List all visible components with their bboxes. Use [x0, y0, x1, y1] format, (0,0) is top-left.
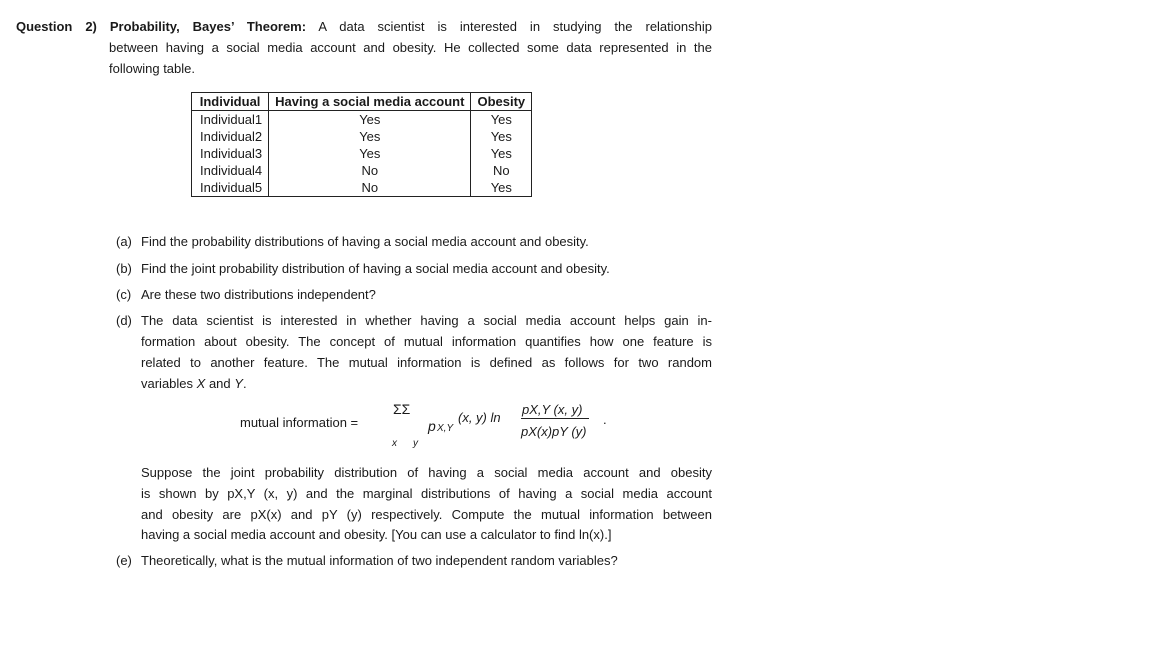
table-row [192, 145, 532, 162]
table-row [192, 111, 532, 129]
header-obesity: Obesity [471, 93, 532, 111]
question-topic: Probability, Bayes’ Theorem: [109, 19, 307, 34]
part-a-label: (a) [116, 234, 132, 249]
header-social-media: Having a social media account [269, 93, 471, 111]
variable-x: X [196, 376, 206, 391]
cell-obesity: Yes [471, 179, 532, 197]
cell-individual: Individual1 [192, 111, 269, 129]
table-row [192, 128, 532, 145]
formula-denominator: pX(x)pY (y) [521, 424, 587, 439]
formula-end: . [603, 412, 607, 427]
question-intro-line-1: A data scientist is interested in studying the relationship [318, 19, 712, 34]
part-d-after-line-1: Suppose the joint probability distribution of having a social media account and obesity [141, 465, 712, 480]
formula-sum-symbols: ΣΣ [393, 401, 411, 417]
cell-individual: Individual5 [192, 179, 269, 197]
part-c-label: (c) [116, 287, 132, 302]
part-a-text: Find the probability distributions of having a social media account and obesity. [141, 234, 589, 249]
part-e-label: (e) [116, 553, 132, 568]
data-table [191, 92, 532, 197]
formula-label: mutual information = [240, 415, 359, 430]
part-d-line-1: The data scientist is interested in whether having a social media account helps gain in- [141, 313, 712, 328]
question-intro-line-2: between having a social media account and obesity. He collected some data represented in the [109, 40, 712, 55]
cell-individual: Individual4 [192, 162, 269, 179]
cell-individual: Individual2 [192, 128, 269, 145]
formula-sum-index-x: x [392, 438, 397, 449]
part-d-after-line-3: and obesity are pX(x) and pY (y) respectively. Compute the mutual information between [141, 507, 712, 522]
table-header-row [192, 93, 532, 111]
cell-obesity: Yes [471, 145, 532, 162]
part-d-line-4-and: and [208, 376, 231, 391]
part-d-after-line-2: is shown by pX,Y (x, y) and the marginal distributions of having a social media account [141, 486, 712, 501]
part-d-label: (d) [116, 313, 132, 328]
table-row [192, 162, 532, 179]
part-e-text: Theoretically, what is the mutual information of two independent random variables? [141, 553, 618, 568]
part-d-line-4-post: . [242, 376, 247, 391]
formula-args: (x, y) ln [458, 410, 501, 425]
cell-obesity: Yes [471, 128, 532, 145]
part-b-label: (b) [116, 261, 132, 276]
cell-individual: Individual3 [192, 145, 269, 162]
formula-p-subscript: X,Y [437, 423, 454, 434]
part-c-text: Are these two distributions independent? [141, 287, 376, 302]
formula-sum-index-y: y [413, 438, 418, 449]
part-d-line-4-pre: variables [141, 376, 194, 391]
formula-numerator: pX,Y (x, y) [522, 402, 583, 417]
part-d-after-line-4: having a social media account and obesity. [You can use a calculator to find ln(x).] [141, 527, 612, 542]
question-heading [16, 19, 712, 35]
header-individual: Individual [192, 93, 269, 111]
fraction-bar [521, 418, 589, 419]
formula-p: p [428, 418, 436, 434]
table-row [192, 179, 532, 197]
part-d-line-2: formation about obesity. The concept of mutual information quantifies how one feature is [141, 334, 712, 349]
cell-social-media: No [269, 179, 471, 197]
question-number: Question 2) [16, 19, 97, 34]
cell-obesity: No [471, 162, 532, 179]
cell-obesity: Yes [471, 111, 532, 129]
part-d-line-4 [141, 376, 247, 392]
variable-y: Y [234, 376, 243, 391]
part-d-line-3: related to another feature. The mutual information is defined as follows for two random [141, 355, 712, 370]
cell-social-media: Yes [269, 128, 471, 145]
part-b-text: Find the joint probability distribution of having a social media account and obesity. [141, 261, 610, 276]
cell-social-media: Yes [269, 111, 471, 129]
question-intro-line-3: following table. [109, 61, 195, 76]
cell-social-media: Yes [269, 145, 471, 162]
cell-social-media: No [269, 162, 471, 179]
